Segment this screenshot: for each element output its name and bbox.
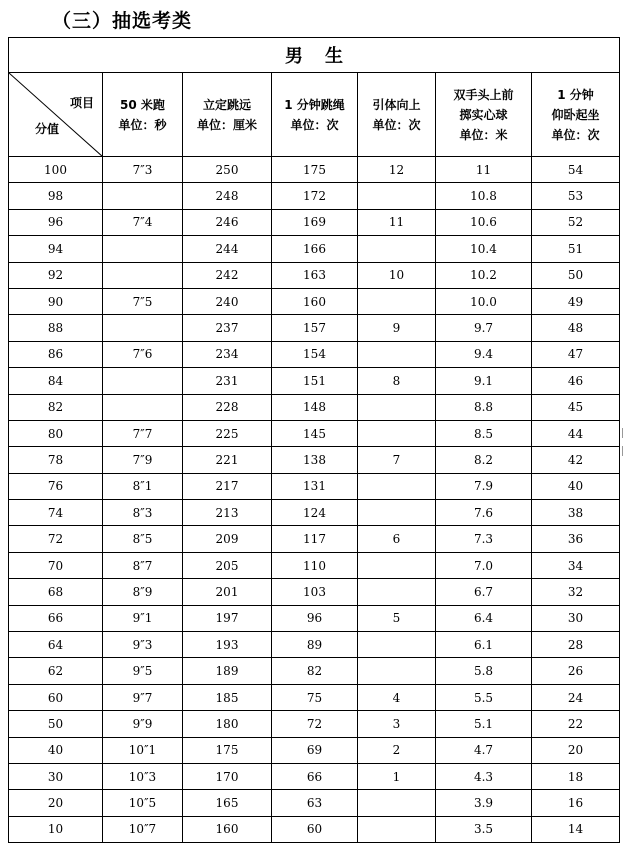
cell-run-50m: 9″1	[103, 605, 183, 631]
cell-pull-up: 8	[358, 368, 436, 394]
cell-ball-throw: 4.3	[436, 763, 532, 789]
table-row	[9, 552, 620, 578]
cell-rope-skip: 96	[272, 605, 358, 631]
table-row	[9, 394, 620, 420]
gender-header: 男生	[9, 38, 620, 73]
cell-run-50m	[103, 262, 183, 288]
cell-long-jump: 197	[183, 605, 272, 631]
cell-score: 76	[9, 473, 103, 499]
column-name: 1 分钟跳绳	[284, 97, 345, 112]
cell-pull-up: 1	[358, 763, 436, 789]
column-header-standing-long-jump	[183, 73, 272, 157]
cell-rope-skip: 163	[272, 262, 358, 288]
cell-run-50m: 9″3	[103, 632, 183, 658]
cell-long-jump: 234	[183, 341, 272, 367]
cell-pull-up	[358, 790, 436, 816]
cell-sit-up: 48	[532, 315, 620, 341]
cell-score: 40	[9, 737, 103, 763]
cell-score: 72	[9, 526, 103, 552]
cell-score: 82	[9, 394, 103, 420]
cell-long-jump: 165	[183, 790, 272, 816]
cell-run-50m: 7″5	[103, 288, 183, 314]
cell-pull-up	[358, 420, 436, 446]
table-row	[9, 790, 620, 816]
cell-ball-throw: 6.4	[436, 605, 532, 631]
diagonal-line	[9, 73, 103, 157]
column-unit: 单位：秒	[118, 117, 167, 132]
cell-ball-throw: 5.5	[436, 684, 532, 710]
cell-run-50m: 8″9	[103, 579, 183, 605]
cell-rope-skip: 72	[272, 711, 358, 737]
cell-rope-skip: 131	[272, 473, 358, 499]
cell-long-jump: 170	[183, 763, 272, 789]
cell-long-jump: 250	[183, 157, 272, 183]
cell-long-jump: 221	[183, 447, 272, 473]
column-name: 1 分钟 仰卧起坐	[551, 87, 600, 122]
column-name: 引体向上	[372, 97, 421, 112]
table-body	[9, 157, 620, 843]
cell-score: 20	[9, 790, 103, 816]
cell-sit-up: 46	[532, 368, 620, 394]
cell-pull-up: 2	[358, 737, 436, 763]
cell-sit-up: 50	[532, 262, 620, 288]
cell-ball-throw: 8.2	[436, 447, 532, 473]
cell-score: 62	[9, 658, 103, 684]
cell-sit-up: 18	[532, 763, 620, 789]
table-row	[9, 236, 620, 262]
cell-ball-throw: 7.3	[436, 526, 532, 552]
cell-pull-up	[358, 288, 436, 314]
cell-sit-up: 16	[532, 790, 620, 816]
cell-run-50m: 8″5	[103, 526, 183, 552]
table-row	[9, 368, 620, 394]
table-row	[9, 526, 620, 552]
cell-pull-up: 7	[358, 447, 436, 473]
cell-rope-skip: 66	[272, 763, 358, 789]
cell-rope-skip: 103	[272, 579, 358, 605]
cell-score: 60	[9, 684, 103, 710]
column-name: 立定跳远	[202, 97, 251, 112]
cell-sit-up: 24	[532, 684, 620, 710]
cell-ball-throw: 10.8	[436, 183, 532, 209]
cell-run-50m: 7″9	[103, 447, 183, 473]
cell-pull-up	[358, 236, 436, 262]
cell-score: 70	[9, 552, 103, 578]
cell-pull-up	[358, 473, 436, 499]
cell-pull-up: 12	[358, 157, 436, 183]
table-row	[9, 447, 620, 473]
cell-score: 94	[9, 236, 103, 262]
cell-long-jump: 228	[183, 394, 272, 420]
cell-long-jump: 246	[183, 209, 272, 235]
cell-score: 74	[9, 500, 103, 526]
cell-ball-throw: 8.5	[436, 420, 532, 446]
section-title: （三）抽选考类	[52, 10, 193, 32]
cell-run-50m	[103, 183, 183, 209]
cell-score: 68	[9, 579, 103, 605]
cell-run-50m: 8″3	[103, 500, 183, 526]
cell-ball-throw: 10.6	[436, 209, 532, 235]
cell-long-jump: 242	[183, 262, 272, 288]
cell-ball-throw: 9.1	[436, 368, 532, 394]
cell-ball-throw: 3.9	[436, 790, 532, 816]
cell-rope-skip: 75	[272, 684, 358, 710]
cell-sit-up: 34	[532, 552, 620, 578]
cell-ball-throw: 11	[436, 157, 532, 183]
cell-rope-skip: 151	[272, 368, 358, 394]
cell-rope-skip: 60	[272, 816, 358, 842]
cell-long-jump: 237	[183, 315, 272, 341]
page-edge-mark	[622, 446, 627, 456]
table-row	[9, 632, 620, 658]
cell-long-jump: 175	[183, 737, 272, 763]
cell-long-jump: 189	[183, 658, 272, 684]
item-label: 项目	[69, 96, 94, 110]
table-row	[9, 420, 620, 446]
column-header-medicine-ball-throw	[436, 73, 532, 157]
cell-run-50m: 9″9	[103, 711, 183, 737]
cell-score: 92	[9, 262, 103, 288]
cell-long-jump: 201	[183, 579, 272, 605]
table-row	[9, 816, 620, 842]
cell-long-jump: 185	[183, 684, 272, 710]
cell-score: 86	[9, 341, 103, 367]
column-header-rope-skipping	[272, 73, 358, 157]
cell-rope-skip: 148	[272, 394, 358, 420]
cell-sit-up: 14	[532, 816, 620, 842]
cell-ball-throw: 10.0	[436, 288, 532, 314]
cell-ball-throw: 8.8	[436, 394, 532, 420]
cell-run-50m: 8″7	[103, 552, 183, 578]
cell-pull-up	[358, 816, 436, 842]
table-row	[9, 209, 620, 235]
cell-ball-throw: 5.8	[436, 658, 532, 684]
cell-score: 30	[9, 763, 103, 789]
cell-rope-skip: 89	[272, 632, 358, 658]
cell-sit-up: 32	[532, 579, 620, 605]
cell-sit-up: 51	[532, 236, 620, 262]
cell-pull-up	[358, 658, 436, 684]
cell-run-50m: 8″1	[103, 473, 183, 499]
cell-score: 96	[9, 209, 103, 235]
cell-run-50m	[103, 315, 183, 341]
table-row	[9, 658, 620, 684]
scoring-table	[8, 37, 620, 843]
cell-ball-throw: 6.1	[436, 632, 532, 658]
cell-rope-skip: 69	[272, 737, 358, 763]
cell-pull-up: 10	[358, 262, 436, 288]
cell-ball-throw: 3.5	[436, 816, 532, 842]
cell-sit-up: 54	[532, 157, 620, 183]
cell-long-jump: 231	[183, 368, 272, 394]
cell-rope-skip: 138	[272, 447, 358, 473]
cell-long-jump: 248	[183, 183, 272, 209]
cell-score: 88	[9, 315, 103, 341]
cell-rope-skip: 175	[272, 157, 358, 183]
cell-rope-skip: 172	[272, 183, 358, 209]
table-row	[9, 763, 620, 789]
table-row	[9, 183, 620, 209]
cell-pull-up	[358, 183, 436, 209]
cell-sit-up: 38	[532, 500, 620, 526]
cell-long-jump: 209	[183, 526, 272, 552]
cell-run-50m: 7″3	[103, 157, 183, 183]
cell-run-50m	[103, 236, 183, 262]
cell-rope-skip: 82	[272, 658, 358, 684]
cell-ball-throw: 7.6	[436, 500, 532, 526]
table-row	[9, 684, 620, 710]
cell-score: 98	[9, 183, 103, 209]
table-row	[9, 473, 620, 499]
cell-rope-skip: 110	[272, 552, 358, 578]
cell-run-50m: 7″7	[103, 420, 183, 446]
cell-long-jump: 240	[183, 288, 272, 314]
cell-score: 66	[9, 605, 103, 631]
cell-sit-up: 49	[532, 288, 620, 314]
cell-pull-up: 11	[358, 209, 436, 235]
cell-run-50m	[103, 394, 183, 420]
cell-long-jump: 205	[183, 552, 272, 578]
cell-ball-throw: 5.1	[436, 711, 532, 737]
table-row	[9, 262, 620, 288]
cell-sit-up: 42	[532, 447, 620, 473]
diagonal-header-cell	[9, 73, 103, 157]
cell-long-jump: 217	[183, 473, 272, 499]
cell-sit-up: 28	[532, 632, 620, 658]
cell-rope-skip: 124	[272, 500, 358, 526]
cell-rope-skip: 166	[272, 236, 358, 262]
cell-run-50m: 10″5	[103, 790, 183, 816]
cell-sit-up: 40	[532, 473, 620, 499]
cell-sit-up: 53	[532, 183, 620, 209]
cell-ball-throw: 7.9	[436, 473, 532, 499]
cell-sit-up: 44	[532, 420, 620, 446]
cell-pull-up: 6	[358, 526, 436, 552]
cell-run-50m: 10″3	[103, 763, 183, 789]
cell-run-50m: 7″6	[103, 341, 183, 367]
cell-rope-skip: 157	[272, 315, 358, 341]
cell-run-50m: 10″1	[103, 737, 183, 763]
table-row	[9, 157, 620, 183]
table-row	[9, 288, 620, 314]
column-header-sit-ups	[532, 73, 620, 157]
cell-pull-up: 3	[358, 711, 436, 737]
cell-pull-up	[358, 500, 436, 526]
cell-score: 80	[9, 420, 103, 446]
cell-run-50m: 9″7	[103, 684, 183, 710]
column-header-row	[9, 73, 620, 157]
cell-sit-up: 22	[532, 711, 620, 737]
cell-sit-up: 45	[532, 394, 620, 420]
cell-rope-skip: 160	[272, 288, 358, 314]
column-name: 50 米跑	[120, 97, 165, 112]
cell-ball-throw: 10.4	[436, 236, 532, 262]
cell-pull-up	[358, 341, 436, 367]
cell-score: 100	[9, 157, 103, 183]
cell-rope-skip: 169	[272, 209, 358, 235]
cell-pull-up	[358, 394, 436, 420]
cell-rope-skip: 145	[272, 420, 358, 446]
cell-run-50m: 9″5	[103, 658, 183, 684]
cell-long-jump: 225	[183, 420, 272, 446]
column-name: 双手头上前 掷实心球	[453, 87, 514, 122]
cell-ball-throw: 7.0	[436, 552, 532, 578]
page-edge-mark	[622, 428, 627, 438]
score-label: 分值	[35, 122, 60, 136]
cell-ball-throw: 4.7	[436, 737, 532, 763]
column-header-pull-ups	[358, 73, 436, 157]
cell-score: 90	[9, 288, 103, 314]
cell-score: 84	[9, 368, 103, 394]
cell-run-50m: 10″7	[103, 816, 183, 842]
column-unit: 单位：次	[290, 117, 339, 132]
cell-ball-throw: 10.2	[436, 262, 532, 288]
table-row	[9, 605, 620, 631]
cell-sit-up: 20	[532, 737, 620, 763]
cell-rope-skip: 117	[272, 526, 358, 552]
cell-ball-throw: 9.7	[436, 315, 532, 341]
cell-run-50m	[103, 368, 183, 394]
cell-score: 10	[9, 816, 103, 842]
cell-score: 50	[9, 711, 103, 737]
cell-long-jump: 160	[183, 816, 272, 842]
column-unit: 单位：米	[459, 127, 508, 142]
cell-sit-up: 36	[532, 526, 620, 552]
cell-long-jump: 244	[183, 236, 272, 262]
cell-long-jump: 180	[183, 711, 272, 737]
cell-sit-up: 26	[532, 658, 620, 684]
cell-long-jump: 213	[183, 500, 272, 526]
cell-pull-up	[358, 552, 436, 578]
column-unit: 单位：次	[551, 127, 600, 142]
table-row	[9, 579, 620, 605]
cell-sit-up: 30	[532, 605, 620, 631]
cell-pull-up	[358, 632, 436, 658]
table-row	[9, 341, 620, 367]
table-row	[9, 500, 620, 526]
column-unit: 单位：厘米	[196, 117, 257, 132]
cell-long-jump: 193	[183, 632, 272, 658]
cell-sit-up: 52	[532, 209, 620, 235]
column-header-50m-run	[103, 73, 183, 157]
cell-sit-up: 47	[532, 341, 620, 367]
cell-pull-up: 4	[358, 684, 436, 710]
cell-score: 64	[9, 632, 103, 658]
cell-rope-skip: 154	[272, 341, 358, 367]
table-row	[9, 711, 620, 737]
cell-run-50m: 7″4	[103, 209, 183, 235]
cell-pull-up	[358, 579, 436, 605]
column-unit: 单位：次	[372, 117, 421, 132]
cell-rope-skip: 63	[272, 790, 358, 816]
cell-pull-up: 9	[358, 315, 436, 341]
table-row	[9, 737, 620, 763]
table-row	[9, 315, 620, 341]
cell-ball-throw: 9.4	[436, 341, 532, 367]
cell-score: 78	[9, 447, 103, 473]
cell-pull-up: 5	[358, 605, 436, 631]
cell-ball-throw: 6.7	[436, 579, 532, 605]
